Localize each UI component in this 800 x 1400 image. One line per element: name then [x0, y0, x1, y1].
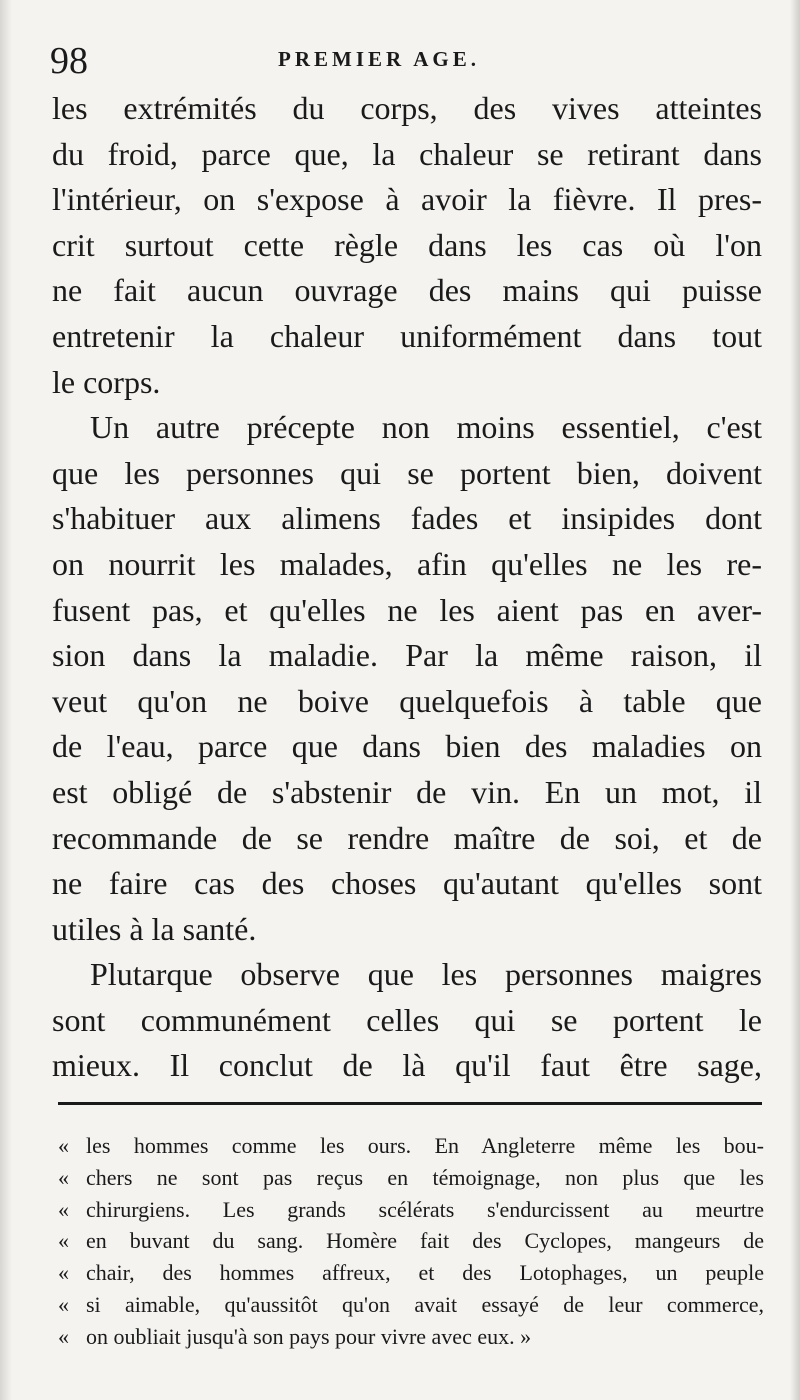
page-header — [50, 36, 762, 86]
text-line: le corps. — [52, 363, 161, 400]
text-line: crit surtout cette règle dans les cas où l'on — [52, 226, 762, 263]
running-title: PREMIER AGE. — [278, 47, 481, 71]
text-line: l'intérieur, on s'expose à avoir la fièvre. Il pres- — [52, 181, 762, 218]
page-edge-shadow — [790, 0, 800, 1400]
text-line: est obligé de s'abstenir de vin. En un mot, il — [52, 773, 762, 810]
footnote-line — [58, 1321, 764, 1353]
text-line: s'habituer aux alimens fades et insipides dont — [52, 500, 762, 537]
text-line: que les personnes qui se portent bien, doivent — [52, 454, 762, 491]
footnote-text: on oubliait jusqu'à son pays pour vivre avec eux. » — [86, 1323, 532, 1349]
main-text — [52, 86, 762, 1089]
text-line: sont communément celles qui se portent le — [52, 1001, 762, 1038]
page-spine-shadow — [0, 0, 12, 1400]
page-number: 98 — [50, 40, 88, 82]
text-line: de l'eau, parce que dans bien des maladies on — [52, 728, 762, 765]
text-line: du froid, parce que, la chaleur se retirant dans — [52, 135, 762, 172]
text-line: utiles à la santé. — [52, 910, 257, 947]
text-line: mieux. Il conclut de là qu'il faut être sage, — [52, 1047, 762, 1084]
footnote-line — [58, 1130, 764, 1162]
text-line: recommande de se rendre maître de soi, et de — [52, 819, 762, 856]
footnote-line — [58, 1162, 764, 1194]
quote-mark: « — [58, 1164, 69, 1190]
text-line: ne fait aucun ouvrage des mains qui puisse — [52, 272, 762, 309]
footnote-text: les hommes comme les ours. En Angleterre même les bou- — [86, 1133, 764, 1158]
quote-mark: « — [58, 1228, 69, 1254]
quote-mark: « — [58, 1196, 69, 1222]
footnote-text: chirurgiens. Les grands scélérats s'endurcissent au meurtre — [86, 1196, 764, 1222]
text-line: veut qu'on ne boive quelquefois à table que — [52, 682, 762, 719]
footnote-line — [58, 1289, 764, 1321]
text-line: ne faire cas des choses qu'autant qu'elles sont — [52, 865, 762, 902]
footnote-line — [58, 1194, 764, 1226]
text-line: fusent pas, et qu'elles ne les aient pas en aver- — [52, 591, 762, 628]
text-line: sion dans la maladie. Par la même raison, il — [52, 637, 762, 674]
footnote — [58, 1130, 764, 1353]
footnote-text: chair, des hommes affreux, et des Lotophages, un peuple — [86, 1260, 764, 1286]
text-line: Un autre précepte non moins essentiel, c'est — [90, 409, 762, 446]
footnote-text: chers ne sont pas reçus en témoignage, non plus que les — [86, 1164, 764, 1190]
text-line: on nourrit les malades, afin qu'elles ne les re- — [52, 545, 762, 582]
text-line: Plutarque observe que les personnes maigres — [90, 956, 762, 993]
text-line: entretenir la chaleur uniformément dans tout — [52, 317, 762, 354]
quote-mark: « — [58, 1323, 69, 1349]
footnote-line — [58, 1257, 764, 1289]
footnote-text: en buvant du sang. Homère fait des Cyclopes, mangeurs de — [86, 1228, 764, 1254]
footnote-line — [58, 1225, 764, 1257]
footnote-text: si aimable, qu'aussitôt qu'on avait essayé de leur commerce, — [86, 1291, 764, 1317]
quote-mark: « — [58, 1260, 69, 1286]
text-line: les extrémités du corps, des vives atteintes — [52, 90, 762, 126]
quote-mark: « — [58, 1291, 69, 1317]
footnote-rule — [58, 1102, 762, 1105]
quote-mark: « — [58, 1133, 69, 1158]
